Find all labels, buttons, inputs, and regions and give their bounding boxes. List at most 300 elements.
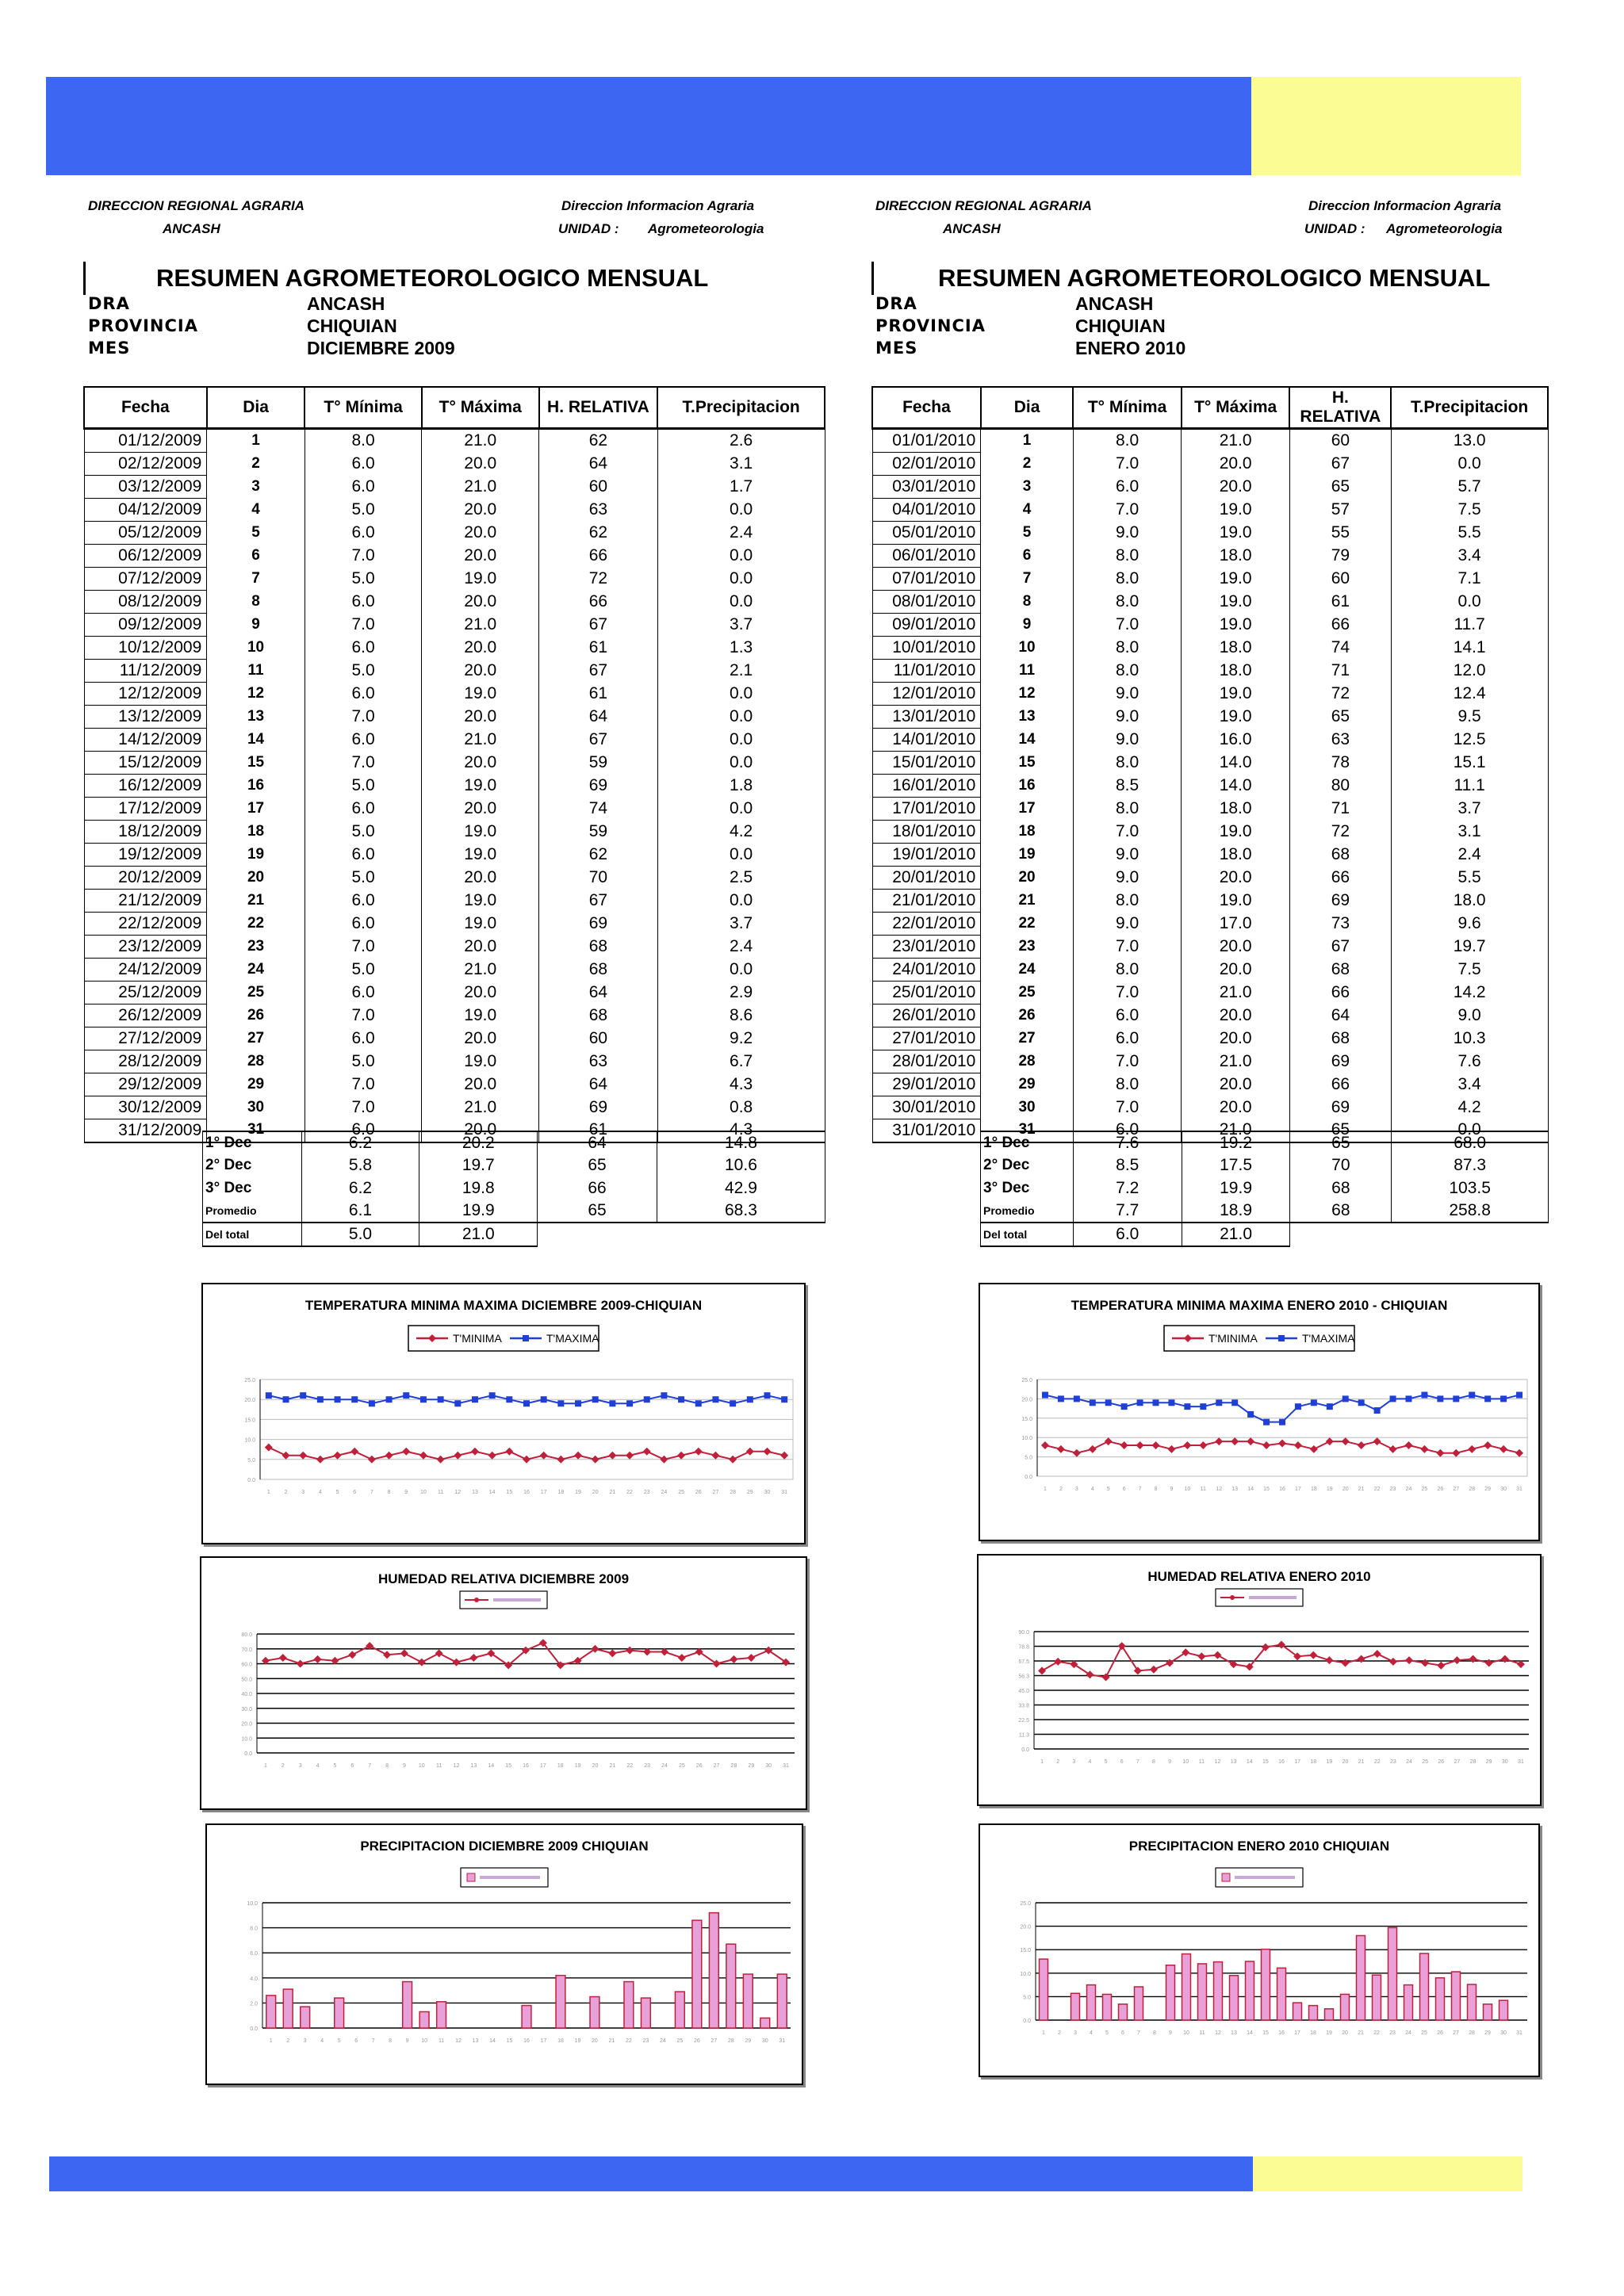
- x-tick-label: 7: [1138, 1487, 1142, 1492]
- dia-cell: 12: [981, 682, 1073, 705]
- table-row: [84, 1004, 825, 1027]
- summary-label: 2° Dec: [203, 1154, 302, 1177]
- tmax-point: [403, 1392, 409, 1399]
- tmax-cell: 20.0: [1182, 1027, 1290, 1050]
- tmax-cell: 19.0: [1182, 889, 1290, 912]
- fecha-cell: 26/12/2009: [84, 1004, 207, 1027]
- x-tick-label: 27: [712, 1490, 719, 1495]
- chart-svg: [203, 1284, 804, 1543]
- y-tick-label: 15.0: [1020, 1948, 1031, 1954]
- tmin-cell: 8.0: [304, 428, 422, 452]
- fecha-cell: 14/01/2010: [872, 728, 981, 751]
- x-tick-label: 21: [609, 1490, 616, 1495]
- summary-label: Promedio: [203, 1200, 302, 1223]
- y-tick-label: 67.5: [1018, 1659, 1029, 1665]
- tmin-cell: 7.0: [304, 705, 422, 728]
- tmin-cell: 8.0: [1073, 958, 1182, 981]
- legend-label: T'MINIMA: [453, 1332, 502, 1345]
- dia-cell: 8: [981, 590, 1073, 613]
- humidity-header: H. RELATIVA: [539, 387, 658, 428]
- x-tick-label: 16: [1278, 1759, 1285, 1765]
- fecha-cell: 15/12/2009: [84, 751, 207, 774]
- precip-cell: 18.0: [1391, 889, 1548, 912]
- precip-bar: [1468, 1984, 1477, 2020]
- total-value: 5.0: [301, 1223, 419, 1246]
- x-tick-label: 22: [1373, 1487, 1381, 1492]
- tmin-header: T° Mínima: [1073, 387, 1182, 428]
- summary-value: 19.7: [419, 1154, 538, 1177]
- x-tick-label: 10: [421, 2038, 427, 2044]
- tmin-cell: 6.0: [304, 912, 422, 935]
- x-tick-label: 26: [695, 1763, 703, 1769]
- precip-cell: 5.5: [1391, 866, 1548, 889]
- tmax-cell: 19.0: [422, 682, 539, 705]
- humidity-cell: 66: [1289, 981, 1391, 1004]
- table-row: [84, 797, 825, 820]
- report-title: RESUMEN AGROMETEOROLOGICO MENSUAL: [938, 264, 1491, 292]
- tmin-cell: 7.0: [1073, 820, 1182, 843]
- x-tick-label: 22: [626, 1763, 634, 1769]
- tmin-cell: 6.0: [304, 590, 422, 613]
- table-row: [84, 728, 825, 751]
- x-tick-label: 4: [1088, 1759, 1092, 1765]
- tmax-point: [1295, 1403, 1301, 1410]
- tmax-cell: 19.0: [422, 843, 539, 866]
- x-tick-label: 4: [1090, 1487, 1094, 1492]
- precip-cell: 15.1: [1391, 751, 1548, 774]
- tmax-point: [592, 1396, 599, 1402]
- tmax-cell: 19.0: [1182, 682, 1290, 705]
- x-tick-label: 24: [1406, 1759, 1412, 1765]
- tmin-cell: 5.0: [304, 866, 422, 889]
- legend-marker: [467, 1873, 475, 1881]
- humidity-cell: 69: [1289, 1096, 1391, 1119]
- fecha-cell: 17/12/2009: [84, 797, 207, 820]
- precip-bar: [1309, 2006, 1318, 2020]
- humidity-cell: 59: [539, 751, 658, 774]
- table-row: [872, 797, 1548, 820]
- dia-cell: 15: [207, 751, 305, 774]
- summary-value: 20.2: [419, 1131, 538, 1154]
- x-tick-label: 7: [370, 1490, 373, 1495]
- total-value: 21.0: [1182, 1223, 1290, 1246]
- precip-cell: 2.9: [657, 981, 825, 1004]
- x-tick-label: 21: [608, 2038, 615, 2044]
- tmax-cell: 19.0: [422, 774, 539, 797]
- humidity-cell: 69: [1289, 889, 1391, 912]
- tmin-cell: 6.0: [1073, 1027, 1182, 1050]
- dia-cell: 31: [981, 1119, 1073, 1142]
- precip-cell: 1.7: [657, 475, 825, 498]
- table-row: [872, 843, 1548, 866]
- tmin-cell: 9.0: [1073, 521, 1182, 544]
- precip-header: T.Precipitacion: [657, 387, 825, 428]
- x-tick-label: 14: [488, 1490, 496, 1495]
- fecha-cell: 13/12/2009: [84, 705, 207, 728]
- x-tick-label: 7: [1137, 2030, 1140, 2036]
- precip-bar: [1484, 2004, 1492, 2020]
- table-row: [872, 981, 1548, 1004]
- humidity-cell: 68: [1289, 1027, 1391, 1050]
- table-row: [84, 1050, 825, 1073]
- summary-row: [203, 1131, 825, 1154]
- tmax-cell: 19.0: [1182, 590, 1290, 613]
- fecha-cell: 18/01/2010: [872, 820, 981, 843]
- precip-cell: 0.0: [1391, 1119, 1548, 1142]
- tmax-point: [695, 1400, 702, 1406]
- humidity-point: [314, 1655, 322, 1663]
- summary-value: 14.8: [657, 1131, 825, 1154]
- precip-cell: 2.4: [657, 521, 825, 544]
- report-title: RESUMEN AGROMETEOROLOGICO MENSUAL: [156, 264, 709, 292]
- tmax-point: [1121, 1403, 1128, 1410]
- table-row: [84, 958, 825, 981]
- humidity-point: [453, 1659, 461, 1667]
- dia-cell: 29: [207, 1073, 305, 1096]
- tmax-point: [454, 1400, 461, 1406]
- table-row: [872, 751, 1548, 774]
- humidity-point: [1102, 1674, 1110, 1682]
- tmax-point: [1216, 1399, 1222, 1406]
- tmax-point: [1374, 1407, 1381, 1414]
- header-org: DIRECCION REGIONAL AGRARIA: [875, 198, 1092, 213]
- humidity-point: [1358, 1655, 1365, 1663]
- table-row: [84, 567, 825, 590]
- humidity-cell: 60: [1289, 567, 1391, 590]
- y-tick-label: 0.0: [1021, 1747, 1029, 1753]
- tmax-cell: 20.0: [422, 590, 539, 613]
- fecha-cell: 12/01/2010: [872, 682, 981, 705]
- fecha-cell: 15/01/2010: [872, 751, 981, 774]
- humidity-point: [297, 1660, 304, 1668]
- humidity-cell: 64: [539, 981, 658, 1004]
- x-tick-label: 31: [1516, 1487, 1522, 1492]
- header-region: ANCASH: [943, 221, 1001, 236]
- table-row: [872, 912, 1548, 935]
- x-tick-label: 13: [470, 1763, 477, 1769]
- x-tick-label: 9: [1168, 1759, 1172, 1765]
- precip-cell: 4.3: [657, 1073, 825, 1096]
- x-tick-label: 23: [642, 2038, 649, 2044]
- dia-cell: 21: [981, 889, 1073, 912]
- meta-provincia-value: CHIQUIAN: [1075, 316, 1166, 336]
- tmin-cell: 9.0: [1073, 912, 1182, 935]
- x-tick-label: 6: [354, 2038, 358, 2044]
- humidity-cell: 66: [1289, 866, 1391, 889]
- tmax-cell: 20.0: [422, 797, 539, 820]
- tmin-cell: 8.0: [1073, 1073, 1182, 1096]
- precip-bar: [1436, 1978, 1445, 2020]
- x-tick-label: 1: [1042, 2030, 1045, 2036]
- table-row: [872, 567, 1548, 590]
- tmax-cell: 20.0: [422, 452, 539, 475]
- x-tick-label: 22: [1373, 1759, 1381, 1765]
- x-tick-label: 1: [1044, 1487, 1047, 1492]
- fecha-cell: 31/01/2010: [872, 1119, 981, 1142]
- summary-row: [981, 1200, 1549, 1223]
- humidity-cell: 72: [539, 567, 658, 590]
- x-tick-label: 10: [418, 1763, 425, 1769]
- humidity-point: [400, 1649, 408, 1657]
- y-tick-label: 6.0: [250, 1951, 258, 1957]
- dia-cell: 11: [981, 659, 1073, 682]
- tmax-point: [1058, 1395, 1064, 1402]
- x-tick-label: 10: [1183, 2030, 1189, 2036]
- x-tick-label: 3: [298, 1763, 302, 1769]
- meta-dra-label: DRA: [875, 294, 917, 313]
- humidity-cell: 68: [539, 1004, 658, 1027]
- tmax-point: [609, 1400, 615, 1406]
- precip-bar: [1230, 1976, 1239, 2020]
- title-bar: [83, 262, 86, 295]
- humidity-point: [435, 1649, 443, 1657]
- dia-cell: 7: [207, 567, 305, 590]
- table-row: [84, 682, 825, 705]
- fecha-cell: 01/01/2010: [872, 428, 981, 452]
- summary-value: 19.8: [419, 1177, 538, 1200]
- x-tick-label: 25: [1421, 1487, 1428, 1492]
- x-tick-label: 12: [455, 2038, 462, 2044]
- x-tick-label: 23: [1389, 1487, 1396, 1492]
- precip-cell: 0.0: [657, 728, 825, 751]
- table-row: [84, 751, 825, 774]
- tmax-cell: 19.0: [1182, 820, 1290, 843]
- fecha-cell: 14/12/2009: [84, 728, 207, 751]
- x-tick-label: 5: [333, 1763, 337, 1769]
- tmin-cell: 7.0: [1073, 1096, 1182, 1119]
- precip-bar: [283, 1989, 293, 2028]
- x-tick-label: 11: [1199, 2030, 1205, 2036]
- total-label: Del total: [203, 1223, 302, 1246]
- tmax-point: [1327, 1403, 1333, 1410]
- tmax-point: [386, 1396, 393, 1402]
- x-tick-label: 21: [609, 1763, 616, 1769]
- tmin-cell: 8.0: [1073, 751, 1182, 774]
- dia-cell: 24: [981, 958, 1073, 981]
- x-tick-label: 3: [1072, 1759, 1076, 1765]
- x-tick-label: 25: [1421, 2030, 1427, 2036]
- summary-value: 65: [538, 1154, 657, 1177]
- x-tick-label: 2: [1056, 1759, 1060, 1765]
- humidity-header: H. RELATIVA: [1289, 387, 1391, 428]
- tmin-cell: 7.0: [304, 544, 422, 567]
- precip-bar: [1103, 1994, 1112, 2020]
- precip-cell: 12.4: [1391, 682, 1548, 705]
- x-tick-label: 31: [783, 1763, 789, 1769]
- tmax-point: [351, 1396, 358, 1402]
- x-tick-label: 18: [557, 2038, 564, 2044]
- y-tick-label: 15.0: [1021, 1416, 1032, 1422]
- humidity-cell: 69: [539, 774, 658, 797]
- fecha-cell: 25/01/2010: [872, 981, 981, 1004]
- tmax-cell: 21.0: [422, 428, 539, 452]
- summary-value: 19.2: [1182, 1131, 1290, 1154]
- y-tick-label: 5.0: [1025, 1455, 1032, 1461]
- dia-cell: 29: [981, 1073, 1073, 1096]
- fecha-cell: 04/01/2010: [872, 498, 981, 521]
- x-tick-label: 29: [748, 1763, 755, 1769]
- humidity-cell: 67: [539, 728, 658, 751]
- dia-cell: 14: [207, 728, 305, 751]
- precip-cell: 0.0: [657, 682, 825, 705]
- x-tick-label: 26: [1437, 2030, 1443, 2036]
- summary-row: [203, 1154, 825, 1177]
- tmax-cell: 21.0: [422, 728, 539, 751]
- summary-value: 6.1: [301, 1200, 419, 1223]
- humidity-point: [1485, 1659, 1493, 1667]
- legend-label: T'MAXIMA: [546, 1332, 599, 1345]
- x-tick-label: 1: [266, 1490, 270, 1495]
- precip-chart: [979, 1823, 1540, 2077]
- x-tick-label: 17: [1295, 1487, 1301, 1492]
- tmax-point: [730, 1400, 736, 1406]
- header-org: DIRECCION REGIONAL AGRARIA: [88, 198, 304, 213]
- precip-bar: [1357, 1935, 1365, 2020]
- humidity-point: [1405, 1656, 1413, 1664]
- precip-bar: [1420, 1954, 1429, 2020]
- dia-cell: 26: [981, 1004, 1073, 1027]
- fecha-cell: 11/01/2010: [872, 659, 981, 682]
- header-dept: Direccion Informacion Agraria: [561, 198, 755, 213]
- tmax-point: [1358, 1399, 1365, 1406]
- tmax-cell: 20.0: [422, 866, 539, 889]
- precip-cell: 0.0: [1391, 452, 1548, 475]
- header-dept: Direccion Informacion Agraria: [1308, 198, 1502, 213]
- x-tick-label: 16: [1278, 2030, 1285, 2036]
- table-row: [872, 613, 1548, 636]
- tmin-cell: 7.0: [1073, 1050, 1182, 1073]
- total-label: Del total: [981, 1223, 1074, 1246]
- summary-label: Promedio: [981, 1200, 1074, 1223]
- x-tick-label: 7: [368, 1763, 372, 1769]
- summary-value: 7.6: [1073, 1131, 1182, 1154]
- precip-cell: 3.1: [1391, 820, 1548, 843]
- table-row: [84, 659, 825, 682]
- precip-cell: 2.4: [1391, 843, 1548, 866]
- precip-cell: 14.2: [1391, 981, 1548, 1004]
- precip-bar: [522, 2006, 531, 2028]
- x-tick-label: 20: [592, 1763, 599, 1769]
- tmin-cell: 7.0: [1073, 935, 1182, 958]
- precip-cell: 3.1: [657, 452, 825, 475]
- x-tick-label: 20: [592, 1490, 599, 1495]
- x-tick-label: 27: [713, 1763, 720, 1769]
- fecha-cell: 30/01/2010: [872, 1096, 981, 1119]
- humidity-cell: 65: [1289, 1119, 1391, 1142]
- tmin-cell: 5.0: [304, 958, 422, 981]
- tmax-cell: 21.0: [422, 1096, 539, 1119]
- fecha-cell: 08/12/2009: [84, 590, 207, 613]
- dia-cell: 13: [981, 705, 1073, 728]
- tmin-cell: 6.0: [1073, 475, 1182, 498]
- x-tick-label: 18: [1310, 1759, 1317, 1765]
- tmax-point: [1074, 1395, 1080, 1402]
- dia-cell: 20: [207, 866, 305, 889]
- fecha-cell: 24/12/2009: [84, 958, 207, 981]
- x-tick-label: 4: [1090, 2030, 1093, 2036]
- fecha-cell: 06/01/2010: [872, 544, 981, 567]
- bottom-band-yellow: [1253, 2156, 1522, 2191]
- tmin-cell: 6.0: [304, 728, 422, 751]
- precip-bar: [1325, 2009, 1334, 2020]
- x-tick-label: 24: [1405, 1487, 1412, 1492]
- y-tick-label: 10.0: [1020, 1971, 1031, 1977]
- x-tick-label: 29: [1485, 1759, 1492, 1765]
- tmax-point: [1437, 1395, 1443, 1402]
- precip-cell: 4.3: [657, 1119, 825, 1142]
- tmax-point: [626, 1400, 633, 1406]
- fecha-cell: 03/01/2010: [872, 475, 981, 498]
- tmax-cell: 19.0: [422, 1004, 539, 1027]
- precip-bar: [1198, 1964, 1207, 2020]
- fecha-cell: 28/01/2010: [872, 1050, 981, 1073]
- tmax-cell: 20.0: [422, 498, 539, 521]
- precip-bar: [1452, 1972, 1461, 2020]
- precip-chart: [205, 1823, 803, 2085]
- x-tick-label: 30: [761, 2038, 768, 2044]
- dia-cell: 19: [207, 843, 305, 866]
- precip-cell: 5.5: [1391, 521, 1548, 544]
- tmin-cell: 5.0: [304, 774, 422, 797]
- tmin-cell: 8.0: [1073, 544, 1182, 567]
- x-tick-label: 30: [1500, 2030, 1507, 2036]
- y-tick-label: 15.0: [244, 1418, 255, 1424]
- tmax-point: [1469, 1392, 1475, 1399]
- humidity-point: [1389, 1658, 1397, 1666]
- summary-value: 19.9: [1182, 1177, 1290, 1200]
- dia-cell: 31: [207, 1119, 305, 1142]
- dia-cell: 19: [981, 843, 1073, 866]
- humidity-cell: 80: [1289, 774, 1391, 797]
- header-unit-value: Agrometeorologia: [648, 221, 764, 236]
- table-row: [84, 981, 825, 1004]
- summary-value: 70: [1290, 1154, 1392, 1177]
- precip-cell: 5.7: [1391, 475, 1548, 498]
- tmax-cell: 20.0: [422, 705, 539, 728]
- fecha-cell: 24/01/2010: [872, 958, 981, 981]
- dia-cell: 6: [981, 544, 1073, 567]
- x-tick-label: 1: [1040, 1759, 1044, 1765]
- humidity-cell: 60: [539, 1027, 658, 1050]
- precip-cell: 0.0: [657, 751, 825, 774]
- x-tick-label: 8: [389, 2038, 393, 2044]
- tmax-cell: 19.0: [1182, 498, 1290, 521]
- humidity-cell: 67: [1289, 935, 1391, 958]
- y-tick-label: 56.3: [1018, 1674, 1029, 1680]
- table-row: [872, 544, 1548, 567]
- tmax-cell: 20.0: [1182, 1096, 1290, 1119]
- x-tick-label: 16: [1279, 1487, 1285, 1492]
- precip-cell: 0.0: [657, 843, 825, 866]
- x-tick-label: 19: [574, 2038, 581, 2044]
- humidity-chart: [977, 1554, 1542, 1806]
- x-tick-label: 16: [523, 2038, 530, 2044]
- dia-cell: 27: [981, 1027, 1073, 1050]
- chart-title: PRECIPITACION ENERO 2010 CHIQUIAN: [1128, 1839, 1390, 1854]
- fecha-cell: 21/12/2009: [84, 889, 207, 912]
- tmax-cell: 21.0: [1182, 1119, 1290, 1142]
- dia-cell: 25: [207, 981, 305, 1004]
- precip-bar: [641, 1998, 650, 2028]
- dia-cell: 1: [207, 428, 305, 452]
- temp-chart: [979, 1283, 1540, 1541]
- dia-cell: 2: [207, 452, 305, 475]
- x-tick-label: 10: [420, 1490, 427, 1495]
- humidity-point: [1086, 1670, 1094, 1678]
- x-tick-label: 28: [1469, 1487, 1476, 1492]
- tmin-cell: 8.5: [1073, 774, 1182, 797]
- humidity-cell: 64: [1289, 1004, 1391, 1027]
